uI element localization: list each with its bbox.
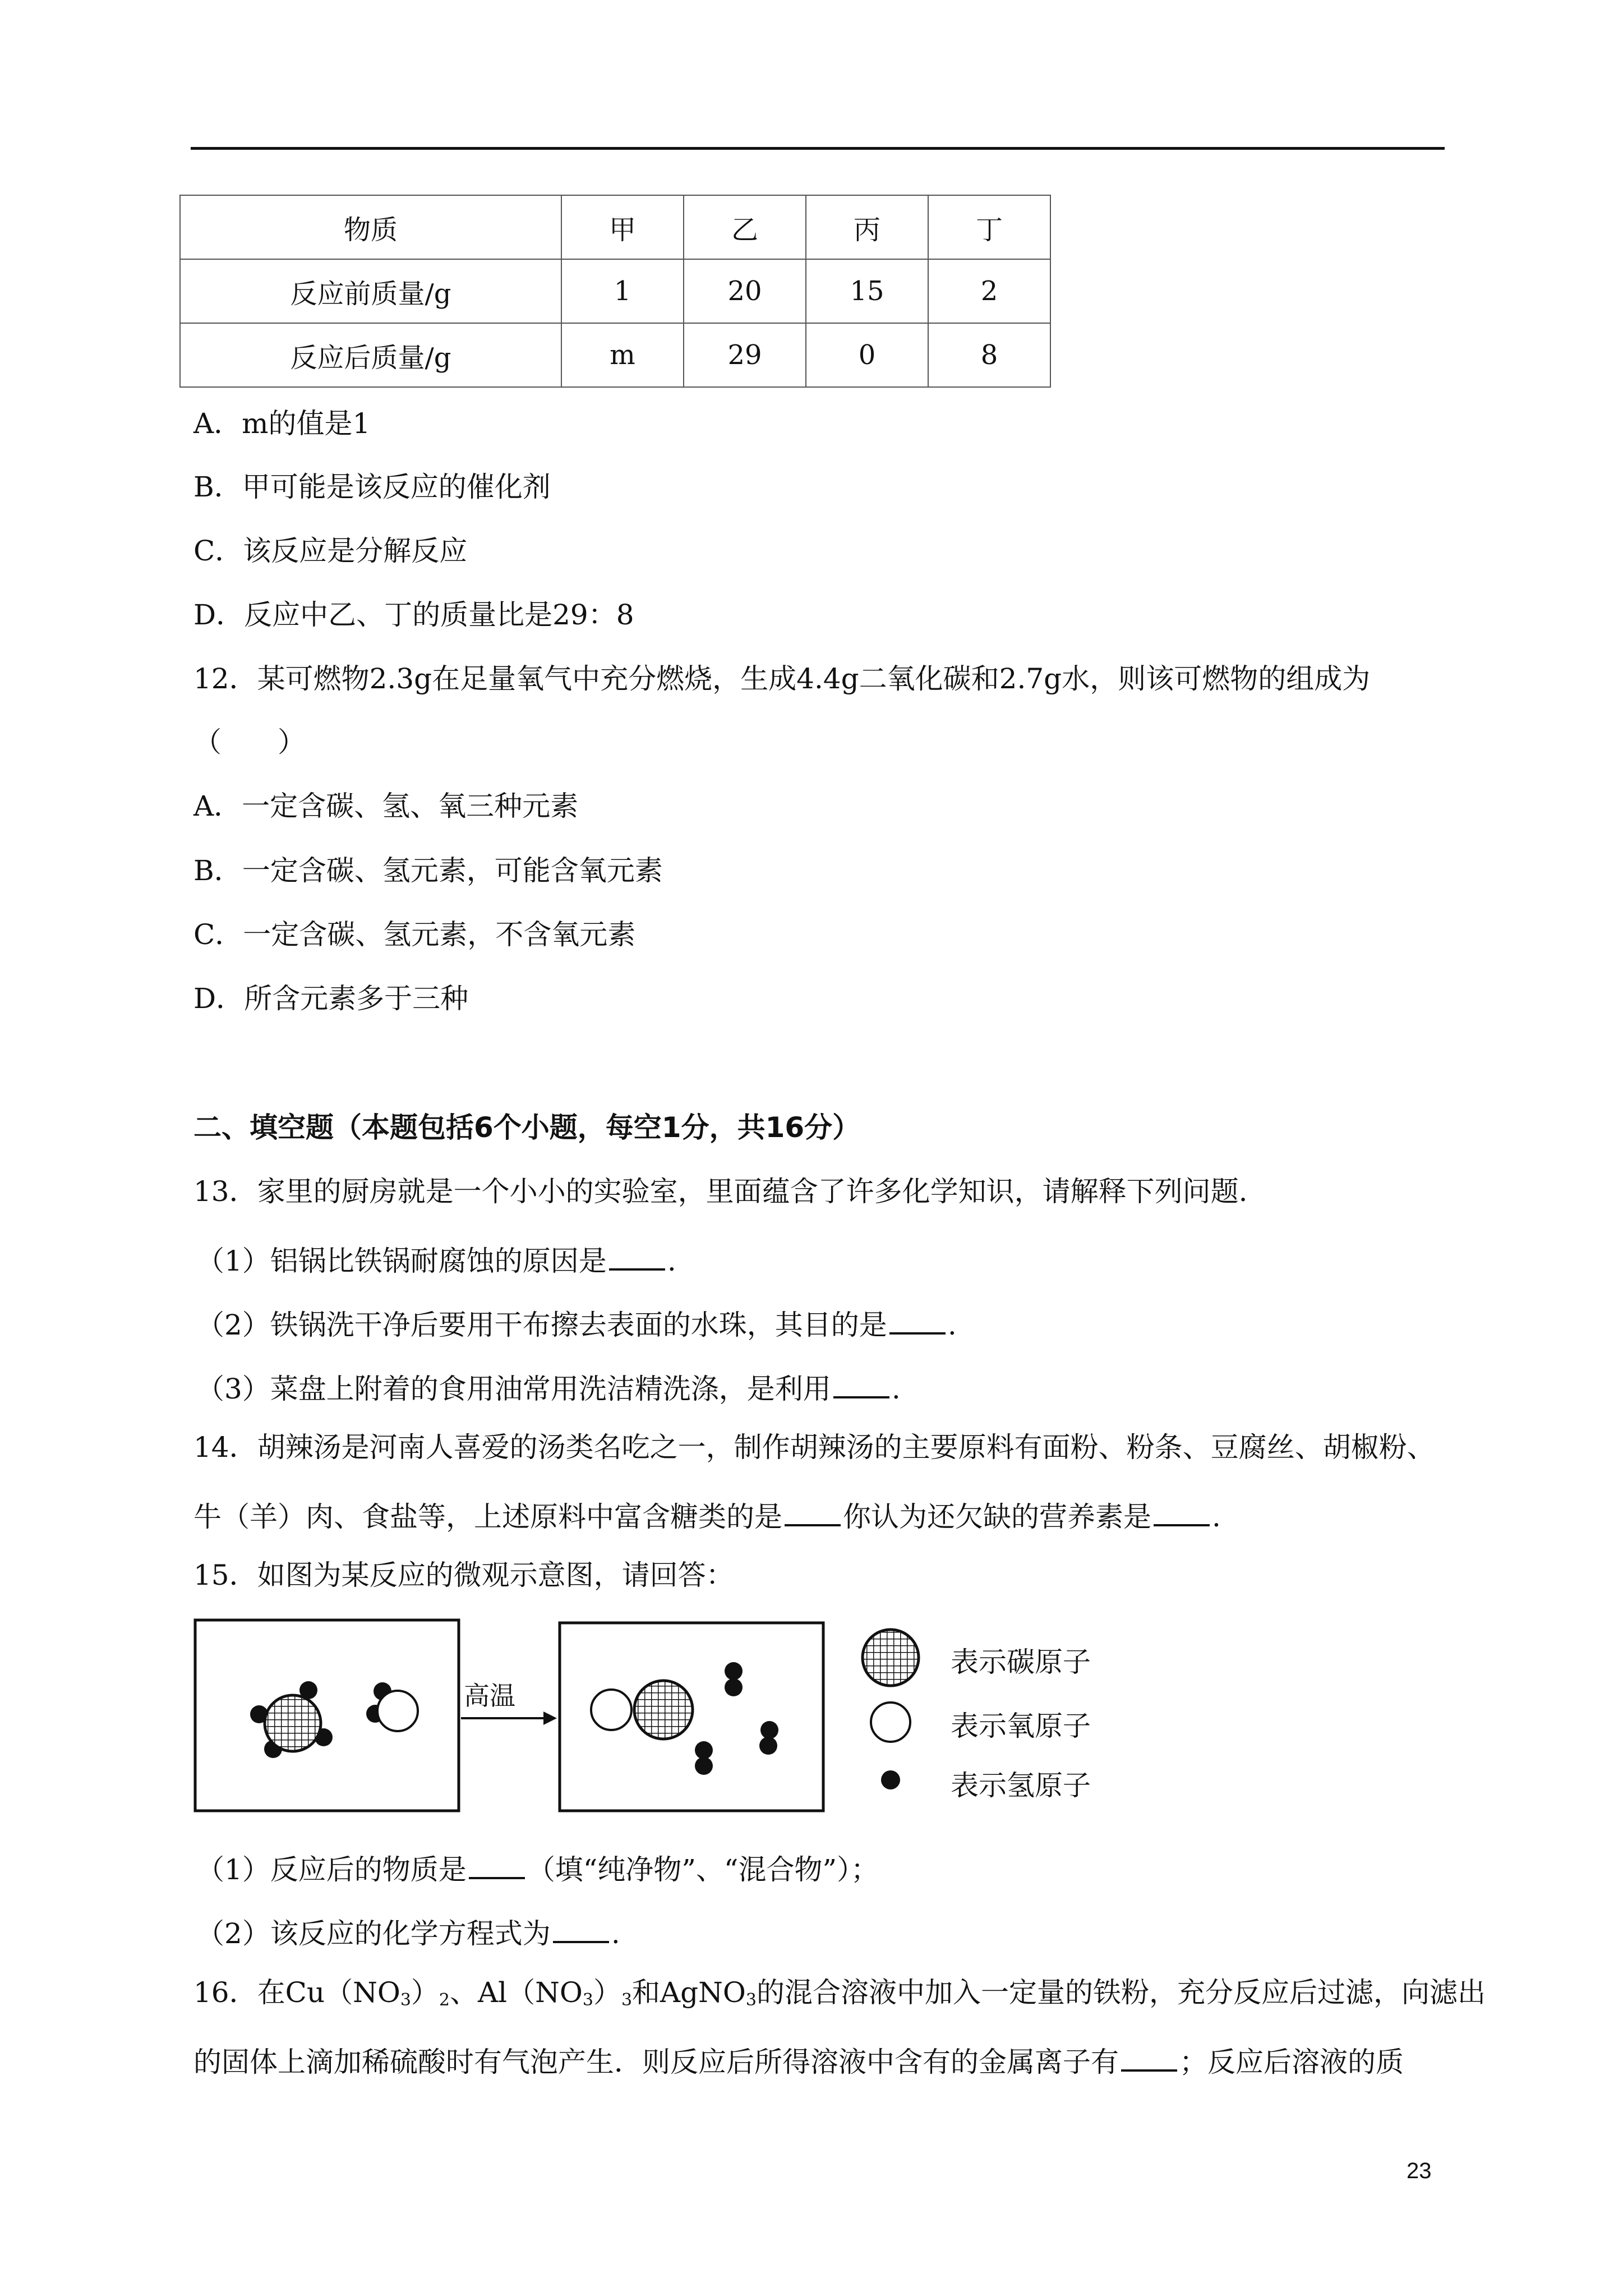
carbon-atom <box>634 1681 693 1739</box>
q11-option-c: C．该反应是分解反应 <box>193 535 468 567</box>
q14-line-2a: 牛（羊）肉、食盐等，上述原料中富含糖类的是 <box>193 1501 782 1533</box>
table-cell: 反应前质量/g <box>180 259 561 323</box>
q16-text: ） <box>411 1976 439 2009</box>
table-cell: 甲 <box>561 195 684 259</box>
carbon-atom <box>265 1695 321 1751</box>
q14-line-2b: 你认为还欠缺的营养素是 <box>843 1501 1151 1533</box>
legend-carbon-label: 表示碳原子 <box>951 1646 1091 1678</box>
oxygen-atom <box>377 1691 418 1731</box>
answer-blank[interactable] <box>1121 2042 1177 2072</box>
legend-hydrogen-label: 表示氢原子 <box>951 1769 1091 1802</box>
q15-stem: 15．如图为某反应的微观示意图，请回答： <box>193 1559 734 1591</box>
q15-part-2-text: （2）该反应的化学方程式为 <box>196 1917 551 1950</box>
subscript: 3 <box>582 1990 593 2010</box>
legend-oxygen-label: 表示氧原子 <box>951 1710 1091 1742</box>
hydrogen-atom <box>725 1662 743 1680</box>
hydrogen-atom <box>695 1741 713 1759</box>
q14-line-2 <box>193 1497 1221 1531</box>
table-cell: 乙 <box>684 195 806 259</box>
hydrogen-atom <box>760 1721 778 1739</box>
table-cell: 0 <box>806 323 928 387</box>
legend-hydrogen-icon <box>881 1770 900 1789</box>
q13-part-3 <box>196 1369 901 1403</box>
mass-table <box>179 195 1051 388</box>
table-cell: 2 <box>928 259 1050 323</box>
period: . <box>947 1309 957 1341</box>
answer-blank[interactable] <box>1154 1497 1210 1526</box>
q13-part-3-text: （3）菜盘上附着的食用油常用洗洁精洗涤，是利用 <box>196 1373 831 1405</box>
table-cell: 29 <box>684 323 806 387</box>
arrow-head-icon <box>543 1711 557 1725</box>
period: . <box>611 1917 620 1950</box>
subscript: 3 <box>400 1990 411 2010</box>
q13-stem: 13．家里的厨房就是一个小小的实验室，里面蕴含了许多化学知识，请解释下列问题. <box>193 1175 1248 1208</box>
hydrogen-atom <box>695 1757 713 1775</box>
table-row <box>180 195 1050 259</box>
q12-option-b: B．一定含碳、氢元素，可能含氧元素 <box>193 854 663 887</box>
period: . <box>891 1373 901 1405</box>
q16-text: 的混合溶液中加入一定量的铁粉，充分反应后过滤，向滤出 <box>757 1976 1486 2009</box>
hydrogen-atom <box>759 1737 777 1755</box>
q15-part-2 <box>196 1914 620 1948</box>
table-cell: 丙 <box>806 195 928 259</box>
q11-option-d: D．反应中乙、丁的质量比是29：8 <box>193 599 634 631</box>
q16-text: 16．在Cu（NO <box>193 1976 400 2009</box>
period: . <box>667 1245 676 1277</box>
answer-blank[interactable] <box>785 1497 841 1526</box>
answer-blank[interactable] <box>889 1305 946 1335</box>
legend-oxygen-icon <box>871 1703 910 1742</box>
q16-text: ） <box>593 1976 621 2009</box>
table-cell: 15 <box>806 259 928 323</box>
subscript: 2 <box>439 1990 450 2010</box>
q16-text: 和AgNO <box>632 1976 746 2009</box>
page-number: 23 <box>1407 2159 1432 2183</box>
answer-blank[interactable] <box>609 1241 665 1271</box>
table-cell: m <box>561 323 684 387</box>
table-cell: 丁 <box>928 195 1050 259</box>
q12-paren: （ ） <box>193 726 306 758</box>
hydrogen-atom <box>725 1678 743 1696</box>
q13-part-1 <box>196 1241 676 1275</box>
answer-blank[interactable] <box>833 1369 889 1398</box>
q15-part-1 <box>196 1850 879 1884</box>
legend-carbon-icon <box>863 1630 919 1686</box>
q11-option-b: B．甲可能是该反应的催化剂 <box>193 471 551 503</box>
table-cell: 8 <box>928 323 1050 387</box>
q16-text: 、Al（NO <box>450 1976 583 2009</box>
q13-part-1-text: （1）铝锅比铁锅耐腐蚀的原因是 <box>196 1245 607 1277</box>
q16-line-2 <box>193 2042 1404 2076</box>
q12-option-d: D．所含元素多于三种 <box>193 982 469 1015</box>
oxygen-atom <box>591 1690 631 1730</box>
subscript: 3 <box>745 1990 757 2010</box>
table-row <box>180 323 1050 387</box>
table-cell: 1 <box>561 259 684 323</box>
q12-stem: 12．某可燃物2.3g在足量氧气中充分燃烧，生成4.4g二氧化碳和2.7g水，则该可燃物的组成为 <box>193 662 1371 695</box>
reaction-diagram <box>193 1618 1116 1815</box>
q15-part-1b: （填“纯净物”、“混合物”）； <box>527 1853 879 1886</box>
arrow-label: 高温 <box>464 1681 515 1711</box>
period: . <box>1212 1501 1221 1533</box>
q14-line-1: 14．胡辣汤是河南人喜爱的汤类名吃之一，制作胡辣汤的主要原料有面粉、粉条、豆腐丝、胡椒粉、 <box>193 1431 1435 1464</box>
subscript: 3 <box>621 1990 633 2010</box>
q13-part-2 <box>196 1305 957 1339</box>
table-cell: 反应后质量/g <box>180 323 561 387</box>
answer-blank[interactable] <box>469 1850 525 1879</box>
q13-part-2-text: （2）铁锅洗干净后要用干布擦去表面的水珠，其目的是 <box>196 1309 887 1341</box>
q12-option-a: A．一定含碳、氢、氧三种元素 <box>193 790 579 822</box>
q16-line-2a: 的固体上滴加稀硫酸时有气泡产生．则反应后所得溶液中含有的金属离子有 <box>193 2046 1119 2078</box>
q15-part-1a: （1）反应后的物质是 <box>196 1853 467 1886</box>
q16-line-1 <box>193 1978 1486 2009</box>
q11-option-a: A．m的值是1 <box>193 407 371 440</box>
table-cell: 20 <box>684 259 806 323</box>
table-cell: 物质 <box>180 195 561 259</box>
reactants-box <box>195 1620 459 1811</box>
header-rule <box>191 147 1445 150</box>
table-row <box>180 259 1050 323</box>
q12-option-c: C．一定含碳、氢元素，不含氧元素 <box>193 918 636 951</box>
section-title: 二、填空题（本题包括6个小题，每空1分，共16分） <box>193 1111 861 1144</box>
q16-line-2b: ；反应后溶液的质 <box>1179 2046 1404 2078</box>
answer-blank[interactable] <box>553 1914 609 1943</box>
